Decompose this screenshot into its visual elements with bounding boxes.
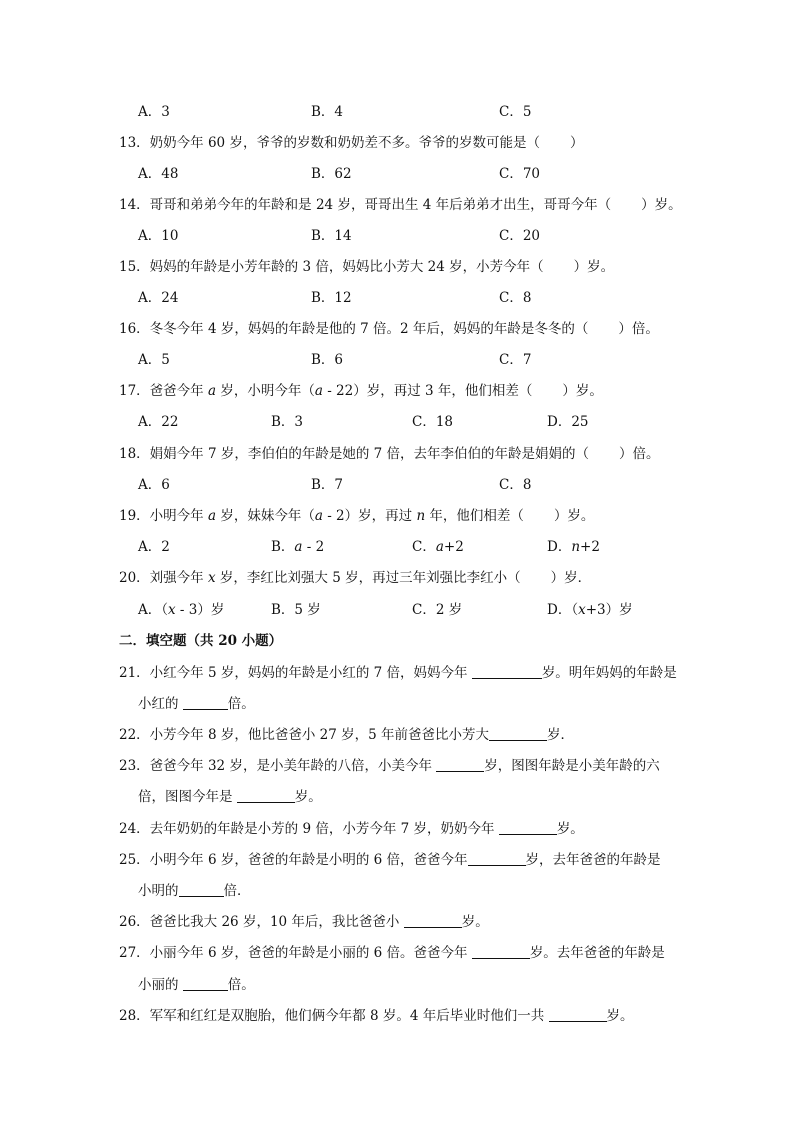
q24-text-2: 岁。 bbox=[556, 821, 584, 837]
q27-blank-2[interactable] bbox=[183, 976, 228, 991]
q13-end: ） bbox=[569, 135, 584, 151]
q27-blank-1[interactable] bbox=[472, 944, 530, 959]
q23-blank-1[interactable] bbox=[436, 757, 484, 772]
q15-option-c[interactable]: C．8 bbox=[499, 290, 532, 306]
q23-text-3: 倍，图图今年是 bbox=[138, 789, 237, 805]
question-21-cont bbox=[138, 695, 255, 713]
q15-option-a[interactable]: A．24 bbox=[138, 290, 179, 306]
q22-text-1: 22．小芳今年 8 岁，他比爸爸小 27 岁，5 年前爸爸比小芳大 bbox=[119, 727, 489, 743]
q25-text-3: 小明的 bbox=[138, 883, 179, 899]
q16-text: 16．冬冬今年 4 岁，妈妈的年龄是他的 7 倍。2 年后，妈妈的年龄是冬冬的（ bbox=[119, 321, 589, 337]
q19-text-4: 年，他们相差（ bbox=[425, 508, 524, 524]
q17-option-a[interactable]: A．22 bbox=[138, 414, 179, 430]
q17-options bbox=[138, 413, 738, 431]
question-24 bbox=[119, 820, 584, 838]
q19-option-c[interactable] bbox=[412, 538, 464, 556]
q19-text-2: 岁，妹妹今年（ bbox=[216, 508, 315, 524]
question-14 bbox=[119, 196, 682, 214]
q13-options bbox=[138, 165, 738, 183]
q21-text-3: 小红的 bbox=[138, 696, 183, 712]
q27-text-2: 岁。去年爸爸的年龄是 bbox=[529, 945, 665, 961]
q18-options bbox=[138, 476, 738, 494]
question-19 bbox=[119, 507, 594, 525]
q20-option-c[interactable]: C．2 岁 bbox=[412, 602, 463, 618]
q12-option-a[interactable]: A．3 bbox=[138, 104, 170, 120]
q24-text-1: 24．去年奶奶的年龄是小芳的 9 倍，小芳今年 7 岁，奶奶今年 bbox=[119, 821, 499, 837]
q20-option-a-var: x bbox=[168, 602, 176, 618]
q13-option-c[interactable]: C．70 bbox=[499, 166, 541, 182]
q17-text-1: 17．爸爸今年 bbox=[119, 383, 208, 399]
q13-text: 13．奶奶今年 60 岁，爷爷的岁数和奶奶差不多。爷爷的岁数可能是（ bbox=[119, 135, 540, 151]
q15-options bbox=[138, 289, 738, 307]
q26-text-1: 26．爸爸比我大 26 岁，10 年后，我比爸爸小 bbox=[119, 914, 404, 930]
question-28 bbox=[119, 1007, 634, 1025]
question-22 bbox=[119, 726, 574, 744]
q16-end: ）倍。 bbox=[618, 321, 659, 337]
q19-option-c-var: a bbox=[435, 539, 444, 555]
q20-text-2: 岁，李红比刘强大 5 岁，再过三年刘强比李红小（ bbox=[215, 570, 521, 586]
q17-text-2: 岁，小明今年（ bbox=[216, 383, 315, 399]
question-23-cont bbox=[138, 788, 322, 806]
q16-options bbox=[138, 351, 738, 369]
q21-blank-1[interactable] bbox=[472, 664, 542, 679]
q19-option-d[interactable] bbox=[547, 538, 600, 556]
q19-option-b-label: B． bbox=[271, 539, 295, 555]
q17-text-3: - 22）岁，再过 3 年，他们相差（ bbox=[322, 383, 533, 399]
q19-var-a-2: a bbox=[314, 508, 323, 524]
q28-text-2: 岁。 bbox=[606, 1008, 634, 1024]
q20-option-d-rest: +3）岁 bbox=[585, 602, 633, 618]
q19-end: ）岁。 bbox=[553, 508, 595, 524]
q14-text: 14．哥哥和弟弟今年的年龄和是 24 岁，哥哥出生 4 年后弟弟才出生，哥哥今年（ bbox=[119, 197, 612, 213]
q15-option-b[interactable]: B．12 bbox=[311, 290, 352, 306]
q17-option-b[interactable]: B．3 bbox=[271, 414, 304, 430]
q13-option-b[interactable]: B．62 bbox=[311, 166, 352, 182]
q21-text-4: 倍。 bbox=[227, 696, 255, 712]
q17-end: ）岁。 bbox=[562, 383, 603, 399]
q20-end: ）岁． bbox=[550, 570, 592, 586]
q22-blank[interactable] bbox=[489, 726, 547, 741]
q20-option-a-label: A．（ bbox=[138, 602, 168, 618]
q20-options bbox=[138, 601, 738, 619]
q28-text-1: 28．军军和红红是双胞胎，他们俩今年都 8 岁。4 年后毕业时他们一共 bbox=[119, 1008, 549, 1024]
question-21 bbox=[119, 664, 677, 682]
q23-text-4: 岁。 bbox=[294, 789, 322, 805]
q19-option-b[interactable] bbox=[271, 538, 324, 556]
q26-blank[interactable] bbox=[404, 913, 462, 928]
q16-option-b[interactable]: B．6 bbox=[311, 352, 344, 368]
q19-option-c-label: C． bbox=[412, 539, 436, 555]
question-27-cont bbox=[138, 976, 255, 994]
q16-option-a[interactable]: A．5 bbox=[138, 352, 170, 368]
q13-option-a[interactable]: A．48 bbox=[138, 166, 179, 182]
q20-text-1: 20．刘强今年 bbox=[119, 570, 208, 586]
q14-options bbox=[138, 227, 738, 245]
q25-blank-1[interactable] bbox=[468, 851, 526, 866]
q21-text-1: 21．小红今年 5 岁，妈妈的年龄是小红的 7 倍，妈妈今年 bbox=[119, 665, 472, 681]
q18-option-b[interactable]: B．7 bbox=[311, 477, 344, 493]
question-16 bbox=[119, 320, 659, 338]
q17-var-a-2: a bbox=[314, 383, 323, 399]
q26-text-2: 岁。 bbox=[461, 914, 489, 930]
q14-option-a[interactable]: A．10 bbox=[138, 228, 179, 244]
question-25-cont bbox=[138, 882, 251, 900]
q24-blank[interactable] bbox=[499, 820, 557, 835]
q25-blank-2[interactable] bbox=[179, 882, 224, 897]
q14-option-c[interactable]: C．20 bbox=[499, 228, 541, 244]
question-17 bbox=[119, 382, 603, 400]
q25-text-4: 倍． bbox=[223, 883, 251, 899]
q17-option-c[interactable]: C．18 bbox=[412, 414, 454, 430]
q19-option-d-label: D． bbox=[547, 539, 572, 555]
question-23 bbox=[119, 757, 660, 775]
q25-text-2: 岁，去年爸爸的年龄是 bbox=[525, 852, 661, 868]
q17-var-a: a bbox=[207, 383, 217, 399]
q19-text-1: 19．小明今年 bbox=[119, 508, 208, 524]
q14-end: ）岁。 bbox=[641, 197, 682, 213]
q23-text-2: 岁，图图年龄是小美年龄的六 bbox=[484, 758, 660, 774]
q25-text-1: 25．小明今年 6 岁，爸爸的年龄是小明的 6 倍，爸爸今年 bbox=[119, 852, 468, 868]
q15-text: 15．妈妈的年龄是小芳年龄的 3 倍，妈妈比小芳大 24 岁，小芳今年（ bbox=[119, 259, 544, 275]
q20-option-d-label: D．（ bbox=[547, 602, 579, 618]
q27-text-4: 倍。 bbox=[227, 977, 255, 993]
q19-text-3: - 2）岁，再过 bbox=[322, 508, 417, 524]
q19-option-b-var: a bbox=[294, 539, 303, 555]
section-2-heading: 二．填空题（共 20 小题） bbox=[119, 633, 283, 649]
q23-blank-2[interactable] bbox=[237, 788, 295, 803]
q17-option-d[interactable]: D．25 bbox=[547, 414, 589, 430]
q19-var-n: n bbox=[416, 508, 426, 524]
q16-option-c[interactable]: C．7 bbox=[499, 352, 532, 368]
question-20 bbox=[119, 569, 591, 587]
q12-option-c[interactable]: C．5 bbox=[499, 104, 532, 120]
q20-option-a[interactable] bbox=[138, 601, 224, 619]
q15-end: ）岁。 bbox=[573, 259, 615, 275]
q19-option-c-rest: +2 bbox=[443, 539, 464, 555]
q18-option-a[interactable]: A．6 bbox=[138, 477, 170, 493]
q19-option-d-rest: +2 bbox=[580, 539, 600, 555]
question-15 bbox=[119, 258, 614, 276]
q21-text-2: 岁。明年妈妈的年龄是 bbox=[541, 665, 677, 681]
q12-options bbox=[138, 103, 738, 121]
q18-end: ）倍。 bbox=[619, 446, 660, 462]
question-26 bbox=[119, 913, 489, 931]
question-18 bbox=[119, 445, 660, 463]
q19-option-b-rest: - 2 bbox=[302, 539, 325, 555]
q20-option-d-var: x bbox=[578, 602, 586, 618]
q19-options bbox=[138, 538, 738, 556]
q20-option-d[interactable] bbox=[547, 601, 633, 619]
q23-text-1: 23．爸爸今年 32 岁，是小美年龄的八倍，小美今年 bbox=[119, 758, 437, 774]
q28-blank[interactable] bbox=[549, 1007, 607, 1022]
q20-option-a-rest: - 3）岁 bbox=[175, 602, 225, 618]
q12-option-b[interactable]: B．4 bbox=[311, 104, 344, 120]
q19-option-d-var: n bbox=[571, 539, 581, 555]
q19-var-a: a bbox=[207, 508, 217, 524]
q20-option-b[interactable]: B．5 岁 bbox=[271, 602, 321, 618]
q21-blank-2[interactable] bbox=[183, 695, 228, 710]
q27-text-1: 27．小丽今年 6 岁，爸爸的年龄是小丽的 6 倍。爸爸今年 bbox=[119, 945, 472, 961]
q19-option-a[interactable]: A．2 bbox=[138, 539, 170, 555]
q22-text-2: 岁． bbox=[547, 727, 574, 743]
question-25 bbox=[119, 851, 661, 869]
q20-var-x: x bbox=[207, 570, 216, 586]
q27-text-3: 小丽的 bbox=[138, 977, 183, 993]
q18-text: 18．娟娟今年 7 岁，李伯伯的年龄是她的 7 倍，去年李伯伯的年龄是娟娟的（ bbox=[119, 446, 590, 462]
q18-option-c[interactable]: C．8 bbox=[499, 477, 532, 493]
q14-option-b[interactable]: B．14 bbox=[311, 228, 352, 244]
question-27 bbox=[119, 944, 665, 962]
question-13 bbox=[119, 134, 583, 152]
